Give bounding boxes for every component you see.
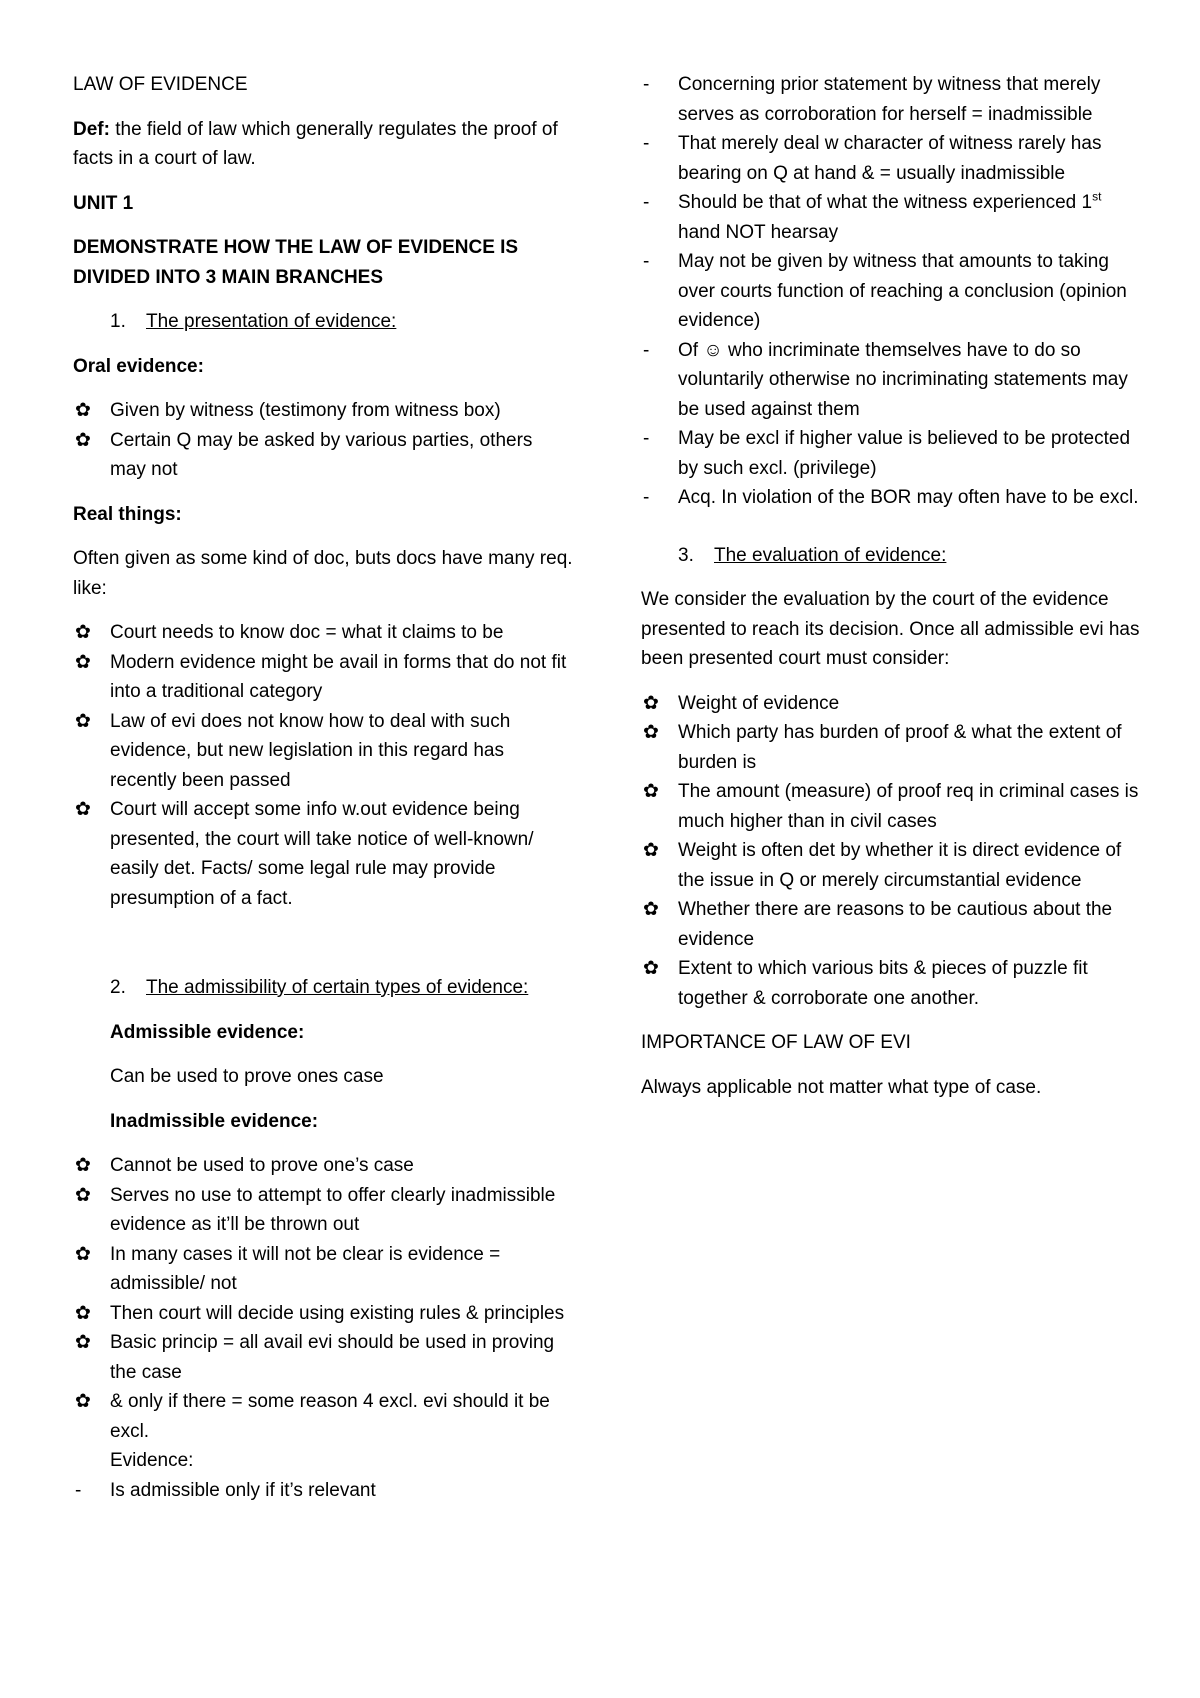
dash-bullet: - <box>643 74 650 95</box>
list-item: ✿ & only if there = some reason 4 excl. evi should it be excl. <box>73 1387 573 1446</box>
flower-bullet-icon: ✿ <box>75 429 91 451</box>
list-item: ✿ Court needs to know doc = what it claims to be <box>73 618 573 648</box>
section-3-number: 3. <box>678 544 694 566</box>
section-2-number: 2. <box>110 977 126 998</box>
superscript: st <box>1092 189 1102 204</box>
dash-bullet: - <box>75 1479 82 1501</box>
section-heading: DEMONSTRATE HOW THE LAW OF EVIDENCE IS DIVIDED INTO 3 MAIN BRANCHES <box>73 237 519 288</box>
list-item: ✿ Serves no use to attempt to offer clearly inadmissible evidence as it’ll be thrown out <box>73 1181 573 1240</box>
evaluation-list <box>641 689 1141 1014</box>
list-item: - That merely deal w character of witness rarely has bearing on Q at hand & = usually inadmissible <box>641 129 1141 188</box>
dash-bullet: - <box>643 339 650 361</box>
list-item: - Of ☺ who incriminate themselves have to do so voluntarily otherwise no incriminating statements may be used against them <box>641 336 1141 425</box>
list-item: ✿ Certain Q may be asked by various parties, others may not <box>73 426 573 485</box>
list-item: ✿ Cannot be used to prove one’s case <box>73 1151 573 1181</box>
right-column <box>641 70 1141 1102</box>
evidence-label: Evidence: <box>110 1450 194 1471</box>
flower-bullet-icon: ✿ <box>75 1243 91 1265</box>
list-item: - May not be given by witness that amounts to taking over courts function of reaching a conclusion (opinion evidence) <box>641 247 1141 336</box>
list-item: ✿ Modern evidence might be avail in forms that do not fit into a traditional category <box>73 648 573 707</box>
evaluation-intro: We consider the evaluation by the court of the evidence presented to reach its decision. Once all admissible evi has been presented court must consider: <box>641 589 1140 669</box>
dash-bullet: - <box>643 251 650 272</box>
list-item: - Should be that of what the witness experienced 1st hand NOT hearsay <box>643 189 1102 243</box>
dash-bullet: - <box>643 133 650 154</box>
admissible-heading: Admissible evidence: <box>110 1021 305 1043</box>
real-things-list <box>73 618 573 913</box>
flower-bullet-icon: ✿ <box>75 799 91 820</box>
flower-bullet-icon: ✿ <box>75 400 91 421</box>
flower-bullet-icon: ✿ <box>643 958 659 979</box>
list-item: ✿ Which party has burden of proof & what the extent of burden is <box>641 718 1141 777</box>
list-item: ✿ Given by witness (testimony from witness box) <box>73 396 573 426</box>
section-1-heading <box>73 307 573 337</box>
flower-bullet-icon: ✿ <box>75 1155 91 1176</box>
definition <box>73 115 573 174</box>
section-1-number: 1. <box>110 311 126 332</box>
importance-text: Always applicable not matter what type of case. <box>641 1076 1042 1098</box>
flower-bullet-icon: ✿ <box>643 781 659 802</box>
flower-bullet-icon: ✿ <box>643 840 659 861</box>
admissible-text: Can be used to prove ones case <box>110 1066 384 1087</box>
list-item: ✿ The amount (measure) of proof req in criminal cases is much higher than in civil cases <box>641 777 1141 836</box>
document-title: LAW OF EVIDENCE <box>73 74 248 95</box>
real-things-intro: Often given as some kind of doc, buts docs have many req. like: <box>73 548 573 599</box>
list-item: - Acq. In violation of the BOR may often have to be excl. <box>641 483 1141 513</box>
flower-bullet-icon: ✿ <box>75 1332 91 1353</box>
definition-label: Def: <box>73 118 110 140</box>
list-item: ✿ Extent to which various bits & pieces of puzzle fit together & corroborate one another. <box>641 954 1141 1013</box>
evidence-dash-list <box>73 1476 573 1506</box>
list-item: - Is admissible only if it’s relevant <box>73 1476 573 1506</box>
section-2-title: The admissibility of certain types of evidence: <box>146 977 529 998</box>
list-item: - May be excl if higher value is believed to be protected by such excl. (privilege) <box>641 424 1141 483</box>
left-column <box>73 70 573 1505</box>
list-item: ✿ In many cases it will not be clear is evidence = admissible/ not <box>73 1240 573 1299</box>
definition-text: the field of law which generally regulates the proof of facts in a court of law. <box>73 118 558 169</box>
flower-bullet-icon: ✿ <box>75 1184 91 1206</box>
list-item: - Concerning prior statement by witness that merely serves as corroboration for herself = inadmissible <box>641 70 1141 129</box>
list-item: ✿ Then court will decide using existing rules & principles <box>73 1299 573 1329</box>
flower-bullet-icon: ✿ <box>643 692 659 714</box>
list-item: ✿ Basic princip = all avail evi should be used in proving the case <box>73 1328 573 1387</box>
list-item: ✿ Weight of evidence <box>641 689 1141 719</box>
flower-bullet-icon: ✿ <box>643 899 659 920</box>
oral-evidence-list <box>73 396 573 485</box>
list-item: ✿ Whether there are reasons to be cautious about the evidence <box>641 895 1141 954</box>
list-item: ✿ Court will accept some info w.out evidence being presented, the court will take notice of well-known/ easily det. Facts/ some legal rule may provide presumption of a fact. <box>73 795 573 913</box>
flower-bullet-icon: ✿ <box>75 1302 91 1324</box>
dash-bullet: - <box>643 192 650 213</box>
dash-bullet: - <box>643 487 650 508</box>
section-2-heading <box>73 973 573 1003</box>
section-3-heading <box>641 541 1141 571</box>
flower-bullet-icon: ✿ <box>643 722 659 743</box>
oral-evidence-heading: Oral evidence: <box>73 355 204 377</box>
evidence-rules-list <box>641 70 1141 513</box>
flower-bullet-icon: ✿ <box>75 622 91 643</box>
flower-bullet-icon: ✿ <box>75 710 91 732</box>
inadmissible-list <box>73 1151 573 1446</box>
flower-bullet-icon: ✿ <box>75 651 91 673</box>
real-things-heading: Real things: <box>73 503 182 525</box>
importance-heading: IMPORTANCE OF LAW OF EVI <box>641 1032 911 1053</box>
section-3-title: The evaluation of evidence: <box>714 544 947 566</box>
inadmissible-heading: Inadmissible evidence: <box>110 1110 319 1132</box>
list-item: ✿ Law of evi does not know how to deal with such evidence, but new legislation in this regard has recently been passed <box>73 707 573 796</box>
list-item: ✿ Weight is often det by whether it is direct evidence of the issue in Q or merely circumstantial evidence <box>641 836 1141 895</box>
dash-bullet: - <box>643 428 650 449</box>
section-1-title: The presentation of evidence: <box>146 311 397 332</box>
flower-bullet-icon: ✿ <box>75 1391 91 1412</box>
unit-label: UNIT 1 <box>73 192 134 214</box>
